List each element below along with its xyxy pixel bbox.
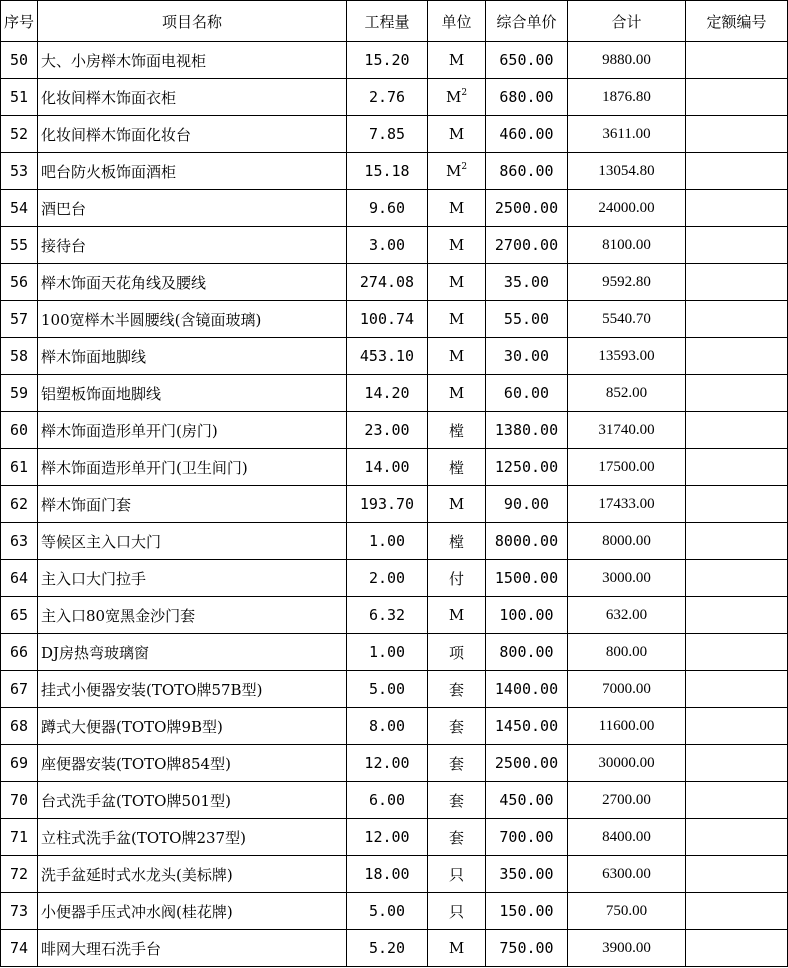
quota-code-cell <box>686 79 788 116</box>
row-number-cell: 55 <box>1 227 38 264</box>
quantity-cell: 12.00 <box>347 745 428 782</box>
item-name-cell: 榉木饰面门套 <box>38 486 347 523</box>
total-cell: 1876.80 <box>568 79 686 116</box>
table-row <box>1 486 788 523</box>
table-row <box>1 634 788 671</box>
total-cell: 800.00 <box>568 634 686 671</box>
unit-text: 只 <box>448 865 464 884</box>
total-cell: 9592.80 <box>568 264 686 301</box>
unit-cell <box>428 412 486 449</box>
unit-cell <box>428 375 486 412</box>
quota-code-cell <box>686 634 788 671</box>
quantity-cell: 5.20 <box>347 930 428 967</box>
unit-cell <box>428 153 486 190</box>
quantity-cell: 14.20 <box>347 375 428 412</box>
unit-text: M <box>448 347 465 365</box>
total-cell: 852.00 <box>568 375 686 412</box>
quota-code-cell <box>686 597 788 634</box>
table-row <box>1 671 788 708</box>
unit-text: M <box>445 88 462 106</box>
quota-code-cell <box>686 449 788 486</box>
row-number-cell: 56 <box>1 264 38 301</box>
table-row <box>1 449 788 486</box>
table-row <box>1 227 788 264</box>
quota-code-cell <box>686 190 788 227</box>
unit-price-cell: 2500.00 <box>486 745 568 782</box>
item-name-cell: 洗手盆延时式水龙头(美标牌) <box>38 856 347 893</box>
total-cell: 8000.00 <box>568 523 686 560</box>
unit-text: M <box>448 606 465 624</box>
item-name-cell: 吧台防火板饰面酒柜 <box>38 153 347 190</box>
quantity-cell: 1.00 <box>347 523 428 560</box>
quantity-cell: 23.00 <box>347 412 428 449</box>
unit-cell <box>428 930 486 967</box>
item-name-cell: 啡网大理石洗手台 <box>38 930 347 967</box>
quota-code-cell <box>686 338 788 375</box>
unit-text: M <box>448 310 465 328</box>
total-cell: 3900.00 <box>568 930 686 967</box>
unit-price-cell: 1400.00 <box>486 671 568 708</box>
unit-cell <box>428 301 486 338</box>
item-name-cell: 台式洗手盆(TOTO牌501型) <box>38 782 347 819</box>
row-number-cell: 73 <box>1 893 38 930</box>
unit-price-cell: 8000.00 <box>486 523 568 560</box>
unit-cell <box>428 116 486 153</box>
unit-text: M <box>445 162 462 180</box>
item-name-cell: 立柱式洗手盆(TOTO牌237型) <box>38 819 347 856</box>
header-price: 综合单价 <box>486 1 568 42</box>
total-cell: 2700.00 <box>568 782 686 819</box>
header-no: 序号 <box>1 1 38 42</box>
row-number-cell: 61 <box>1 449 38 486</box>
unit-cell <box>428 782 486 819</box>
unit-text: 套 <box>448 791 464 810</box>
total-cell: 24000.00 <box>568 190 686 227</box>
item-name-cell: 铝塑板饰面地脚线 <box>38 375 347 412</box>
total-cell: 5540.70 <box>568 301 686 338</box>
row-number-cell: 68 <box>1 708 38 745</box>
quota-code-cell <box>686 560 788 597</box>
quota-code-cell <box>686 264 788 301</box>
quantity-cell: 2.76 <box>347 79 428 116</box>
quantity-cell: 12.00 <box>347 819 428 856</box>
quantity-cell: 5.00 <box>347 671 428 708</box>
unit-price-cell: 60.00 <box>486 375 568 412</box>
quota-code-cell <box>686 42 788 79</box>
unit-price-cell: 450.00 <box>486 782 568 819</box>
unit-cell <box>428 560 486 597</box>
unit-text: M <box>448 939 465 957</box>
table-row <box>1 523 788 560</box>
quantity-cell: 193.70 <box>347 486 428 523</box>
item-name-cell: 化妆间榉木饰面化妆台 <box>38 116 347 153</box>
quantity-cell: 100.74 <box>347 301 428 338</box>
quota-code-cell <box>686 486 788 523</box>
quota-code-cell <box>686 523 788 560</box>
total-cell: 6300.00 <box>568 856 686 893</box>
table-row <box>1 893 788 930</box>
unit-price-cell: 1500.00 <box>486 560 568 597</box>
unit-cell <box>428 449 486 486</box>
row-number-cell: 62 <box>1 486 38 523</box>
table-row <box>1 190 788 227</box>
quantity-cell: 18.00 <box>347 856 428 893</box>
table-row <box>1 42 788 79</box>
quota-code-cell <box>686 930 788 967</box>
table-row <box>1 560 788 597</box>
unit-exponent: 2 <box>461 88 468 98</box>
row-number-cell: 70 <box>1 782 38 819</box>
row-number-cell: 64 <box>1 560 38 597</box>
row-number-cell: 71 <box>1 819 38 856</box>
table-row <box>1 412 788 449</box>
quota-code-cell <box>686 893 788 930</box>
quantity-cell: 14.00 <box>347 449 428 486</box>
quantity-cell: 9.60 <box>347 190 428 227</box>
quantity-cell: 7.85 <box>347 116 428 153</box>
item-name-cell: 小便器手压式冲水阀(桂花牌) <box>38 893 347 930</box>
quantity-cell: 8.00 <box>347 708 428 745</box>
unit-cell <box>428 708 486 745</box>
table-row <box>1 264 788 301</box>
item-name-cell: DJ房热弯玻璃窗 <box>38 634 347 671</box>
unit-text: 套 <box>448 717 464 736</box>
quota-code-cell <box>686 227 788 264</box>
unit-exponent: 2 <box>461 162 468 172</box>
unit-text: 樘 <box>448 458 464 477</box>
row-number-cell: 59 <box>1 375 38 412</box>
unit-cell <box>428 671 486 708</box>
item-name-cell: 蹲式大便器(TOTO牌9B型) <box>38 708 347 745</box>
unit-price-cell: 750.00 <box>486 930 568 967</box>
table-row <box>1 116 788 153</box>
unit-price-cell: 2700.00 <box>486 227 568 264</box>
table-row <box>1 375 788 412</box>
unit-cell <box>428 523 486 560</box>
total-cell: 3611.00 <box>568 116 686 153</box>
unit-text: M <box>448 495 465 513</box>
table-row <box>1 856 788 893</box>
row-number-cell: 54 <box>1 190 38 227</box>
unit-text: M <box>448 273 465 291</box>
quota-code-cell <box>686 116 788 153</box>
unit-price-cell: 55.00 <box>486 301 568 338</box>
unit-price-cell: 90.00 <box>486 486 568 523</box>
table-row <box>1 819 788 856</box>
row-number-cell: 52 <box>1 116 38 153</box>
table-row <box>1 79 788 116</box>
row-number-cell: 60 <box>1 412 38 449</box>
row-number-cell: 66 <box>1 634 38 671</box>
item-name-cell: 榉木饰面造形单开门(房门) <box>38 412 347 449</box>
unit-text: M <box>448 199 465 217</box>
unit-text: M <box>448 125 465 143</box>
row-number-cell: 58 <box>1 338 38 375</box>
quantity-cell: 3.00 <box>347 227 428 264</box>
unit-cell <box>428 597 486 634</box>
row-number-cell: 65 <box>1 597 38 634</box>
row-number-cell: 72 <box>1 856 38 893</box>
quantity-cell: 453.10 <box>347 338 428 375</box>
item-name-cell: 座便器安装(TOTO牌854型) <box>38 745 347 782</box>
row-number-cell: 51 <box>1 79 38 116</box>
unit-text: 付 <box>448 569 464 588</box>
total-cell: 7000.00 <box>568 671 686 708</box>
quota-code-cell <box>686 708 788 745</box>
unit-cell <box>428 893 486 930</box>
table-row <box>1 153 788 190</box>
unit-price-cell: 1250.00 <box>486 449 568 486</box>
total-cell: 750.00 <box>568 893 686 930</box>
total-cell: 11600.00 <box>568 708 686 745</box>
quantity-cell: 274.08 <box>347 264 428 301</box>
header-row <box>1 1 788 42</box>
unit-cell <box>428 227 486 264</box>
unit-text: 樘 <box>448 421 464 440</box>
unit-price-cell: 460.00 <box>486 116 568 153</box>
unit-text: 套 <box>448 828 464 847</box>
header-code: 定额编号 <box>686 1 788 42</box>
total-cell: 30000.00 <box>568 745 686 782</box>
row-number-cell: 53 <box>1 153 38 190</box>
unit-cell <box>428 819 486 856</box>
unit-text: 樘 <box>448 532 464 551</box>
header-name: 项目名称 <box>38 1 347 42</box>
row-number-cell: 57 <box>1 301 38 338</box>
item-name-cell: 接待台 <box>38 227 347 264</box>
item-name-cell: 榉木饰面天花角线及腰线 <box>38 264 347 301</box>
unit-text: 项 <box>448 643 464 662</box>
header-unit: 单位 <box>428 1 486 42</box>
unit-cell <box>428 856 486 893</box>
header-total: 合计 <box>568 1 686 42</box>
quota-code-cell <box>686 301 788 338</box>
unit-cell <box>428 338 486 375</box>
unit-cell <box>428 190 486 227</box>
unit-price-cell: 800.00 <box>486 634 568 671</box>
unit-price-cell: 1450.00 <box>486 708 568 745</box>
unit-text: M <box>448 51 465 69</box>
quantity-cell: 15.18 <box>347 153 428 190</box>
item-name-cell: 大、小房榉木饰面电视柜 <box>38 42 347 79</box>
total-cell: 8400.00 <box>568 819 686 856</box>
unit-cell <box>428 79 486 116</box>
unit-cell <box>428 745 486 782</box>
unit-price-cell: 860.00 <box>486 153 568 190</box>
item-name-cell: 等候区主入口大门 <box>38 523 347 560</box>
unit-price-cell: 2500.00 <box>486 190 568 227</box>
unit-price-cell: 35.00 <box>486 264 568 301</box>
row-number-cell: 69 <box>1 745 38 782</box>
item-name-cell: 100宽榉木半圆腰线(含镜面玻璃) <box>38 301 347 338</box>
total-cell: 9880.00 <box>568 42 686 79</box>
item-name-cell: 酒巴台 <box>38 190 347 227</box>
unit-text: M <box>448 236 465 254</box>
quota-code-cell <box>686 745 788 782</box>
quota-code-cell <box>686 153 788 190</box>
row-number-cell: 67 <box>1 671 38 708</box>
unit-text: 只 <box>448 902 464 921</box>
total-cell: 8100.00 <box>568 227 686 264</box>
unit-cell <box>428 42 486 79</box>
quantity-cell: 6.00 <box>347 782 428 819</box>
unit-cell <box>428 264 486 301</box>
table-row <box>1 338 788 375</box>
quota-code-cell <box>686 856 788 893</box>
unit-price-cell: 1380.00 <box>486 412 568 449</box>
quota-code-cell <box>686 819 788 856</box>
quantity-cell: 2.00 <box>347 560 428 597</box>
item-name-cell: 主入口80宽黑金沙门套 <box>38 597 347 634</box>
quantity-cell: 15.20 <box>347 42 428 79</box>
table-row <box>1 301 788 338</box>
unit-price-cell: 30.00 <box>486 338 568 375</box>
table-row <box>1 597 788 634</box>
quota-code-cell <box>686 671 788 708</box>
item-name-cell: 榉木饰面造形单开门(卫生间门) <box>38 449 347 486</box>
quota-code-cell <box>686 412 788 449</box>
total-cell: 632.00 <box>568 597 686 634</box>
quantity-cell: 1.00 <box>347 634 428 671</box>
unit-text: 套 <box>448 754 464 773</box>
total-cell: 13054.80 <box>568 153 686 190</box>
total-cell: 3000.00 <box>568 560 686 597</box>
quantity-cell: 5.00 <box>347 893 428 930</box>
unit-price-cell: 100.00 <box>486 597 568 634</box>
header-qty: 工程量 <box>347 1 428 42</box>
item-name-cell: 榉木饰面地脚线 <box>38 338 347 375</box>
total-cell: 13593.00 <box>568 338 686 375</box>
row-number-cell: 50 <box>1 42 38 79</box>
unit-cell <box>428 486 486 523</box>
table-row <box>1 782 788 819</box>
item-name-cell: 化妆间榉木饰面衣柜 <box>38 79 347 116</box>
quota-code-cell <box>686 782 788 819</box>
unit-price-cell: 650.00 <box>486 42 568 79</box>
unit-price-cell: 700.00 <box>486 819 568 856</box>
item-name-cell: 主入口大门拉手 <box>38 560 347 597</box>
unit-cell <box>428 634 486 671</box>
table-row <box>1 930 788 967</box>
table-body <box>1 42 788 967</box>
unit-text: M <box>448 384 465 402</box>
total-cell: 17500.00 <box>568 449 686 486</box>
total-cell: 17433.00 <box>568 486 686 523</box>
unit-price-cell: 150.00 <box>486 893 568 930</box>
table-row <box>1 708 788 745</box>
unit-price-cell: 680.00 <box>486 79 568 116</box>
table-row <box>1 745 788 782</box>
total-cell: 31740.00 <box>568 412 686 449</box>
row-number-cell: 63 <box>1 523 38 560</box>
row-number-cell: 74 <box>1 930 38 967</box>
quota-code-cell <box>686 375 788 412</box>
quantity-cell: 6.32 <box>347 597 428 634</box>
unit-text: 套 <box>448 680 464 699</box>
unit-price-cell: 350.00 <box>486 856 568 893</box>
item-name-cell: 挂式小便器安装(TOTO牌57B型) <box>38 671 347 708</box>
